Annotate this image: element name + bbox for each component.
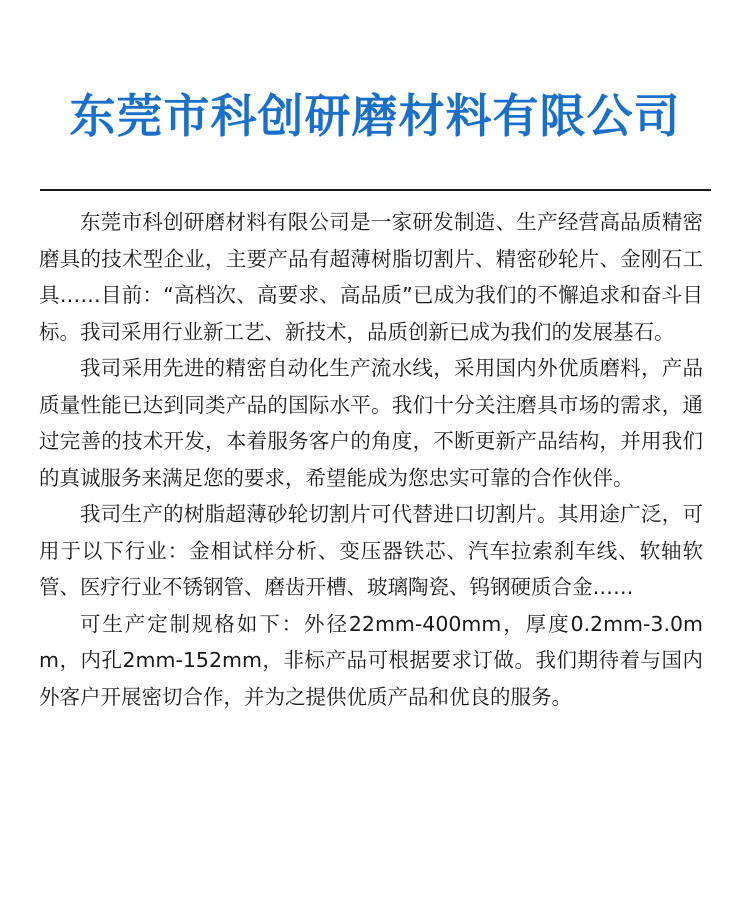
paragraph-intro: 东莞市科创研磨材料有限公司是一家研发制造、生产经营高品质精密磨具的技术型企业，主要产品有超薄树脂切割片、精密砂轮片、金刚石工具……目前：“高档次、高要求、高品质”已成为我们的不懈追求和奋斗目标。我司采用行业新工艺、新技术，品质创新已成为我们的发展基石。 xyxy=(39,210,703,344)
paragraph-applications: 我司生产的树脂超薄砂轮切割片可代替进口切割片。其用途广泛，可用于以下行业：金相试样分析、变压器铁芯、汽车拉索刹车线、软轴软管、医疗行业不锈钢管、磨齿开槽、玻璃陶瓷、钨钢硬质合金…… xyxy=(39,502,703,599)
page-title: 东莞市科创研磨材料有限公司 xyxy=(69,89,681,143)
title-divider xyxy=(40,189,711,191)
paragraph-specifications: 可生产定制规格如下：外径22mm-400mm，厚度0.2mm-3.0mm，内孔2mm-152mm，非标产品可根据要求订做。我们期待着与国内外客户开展密切合作，并为之提供优质产品和优良的服务。 xyxy=(39,611,703,709)
company-description xyxy=(39,204,703,715)
paragraph-production: 我司采用先进的精密自动化生产流水线，采用国内外优质磨料，产品质量性能已达到同类产品的国际水平。我们十分关注磨具市场的需求，通过完善的技术开发，本着服务客户的角度，不断更新产品结构，并用我们的真诚服务来满足您的要求，希望能成为您忠实可靠的合作伙伴。 xyxy=(39,356,703,490)
